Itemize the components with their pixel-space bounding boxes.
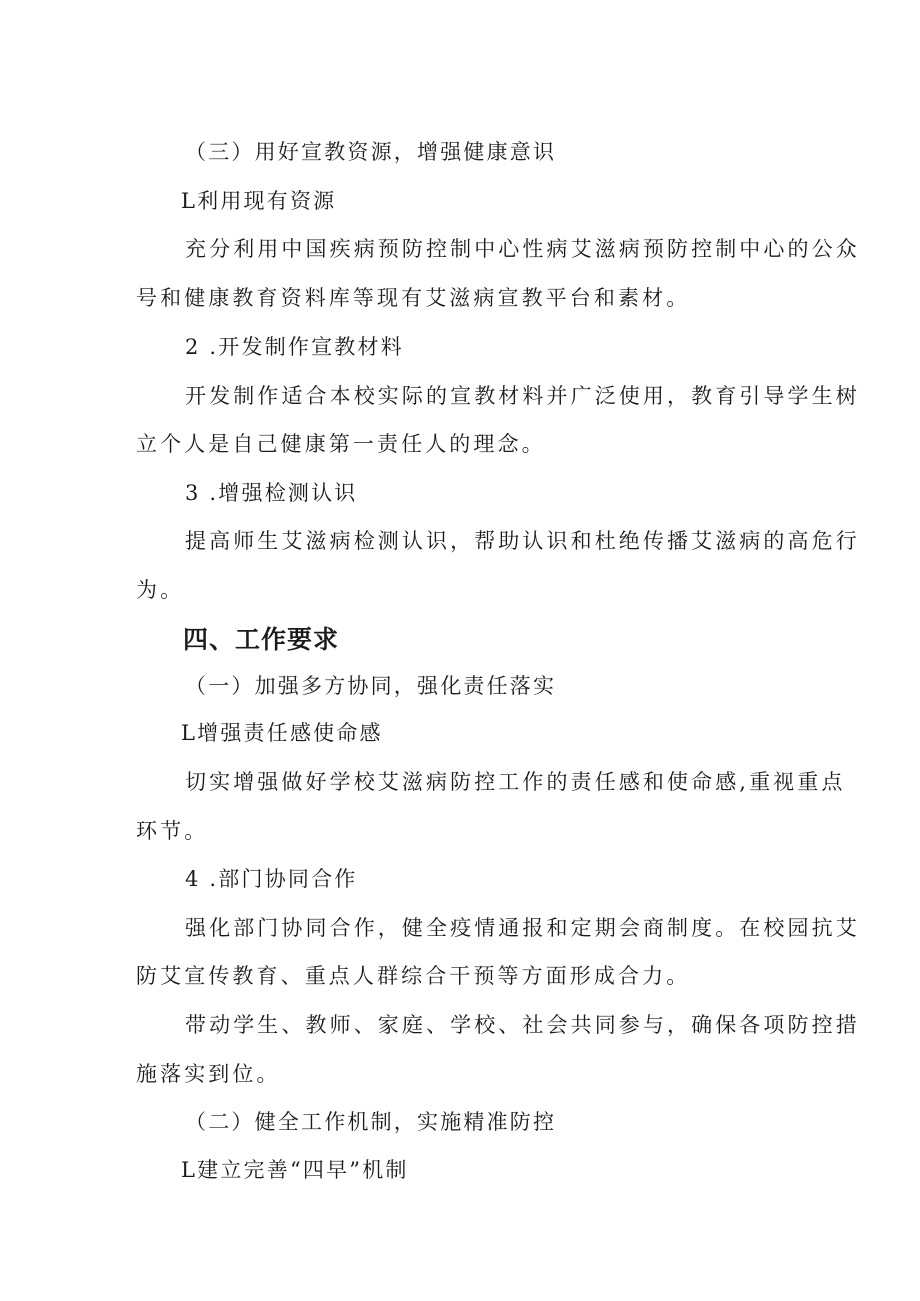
paragraph-line: 防艾宣传教育、重点人群综合干预等方面形成合力。: [136, 964, 691, 988]
subsection-title: （一）加强多方协同，强化责任落实: [185, 674, 557, 698]
subsection-title: （二）健全工作机制，实施精准防控: [185, 1110, 557, 1134]
paragraph-line: 立个人是自己健康第一责任人的理念。: [136, 432, 546, 456]
paragraph-line: 提高师生艾滋病检测认识，帮助认识和杜绝传播艾滋病的高危行: [185, 529, 860, 553]
item-title: L建立完善“四早”机制: [181, 1158, 409, 1182]
item-title: L利用现有资源: [181, 189, 337, 213]
paragraph-line: 环节。: [136, 819, 209, 843]
item-title: 4 .部门协同合作: [185, 867, 358, 891]
item-title: L增强责任感使命感: [181, 721, 383, 745]
subsection-title: （三）用好宣教资源，增强健康意识: [185, 140, 557, 164]
paragraph-line: 开发制作适合本校实际的宣教材料并广泛使用，教育引导学生树: [185, 384, 860, 408]
paragraph-line: 强化部门协同合作，健全疫情通报和定期会商制度。在校园抗艾: [185, 916, 860, 940]
paragraph-line: 带动学生、教师、家庭、学校、社会共同参与，确保各项防控措: [185, 1013, 860, 1037]
paragraph-line: 号和健康教育资料库等现有艾滋病宣教平台和素材。: [136, 286, 691, 310]
item-title: 2 .开发制作宣教材料: [185, 335, 404, 359]
paragraph-line: 充分利用中国疾病预防控制中心性病艾滋病预防控制中心的公众: [185, 237, 860, 261]
item-title: 3 .增强检测认识: [185, 481, 358, 505]
section-heading: 四、工作要求: [183, 625, 340, 654]
paragraph-line: 切实增强做好学校艾滋病防控工作的责任感和使命感,重视重点: [185, 770, 846, 794]
paragraph-line: 为。: [136, 578, 185, 602]
paragraph-line: 施落实到位。: [136, 1062, 281, 1086]
